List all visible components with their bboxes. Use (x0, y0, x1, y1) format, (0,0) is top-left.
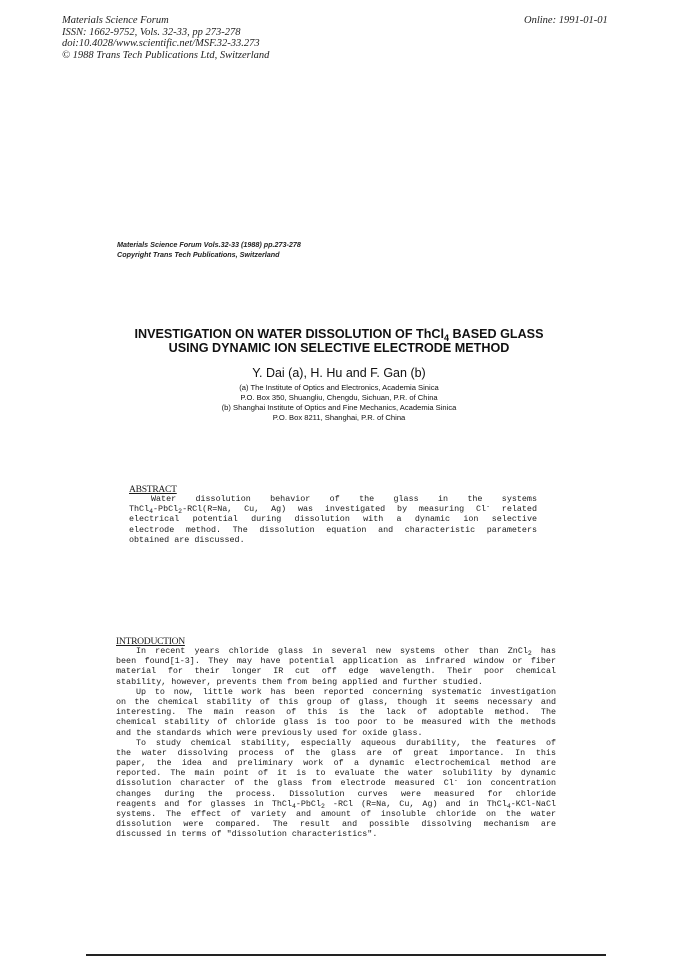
citation-block (117, 240, 301, 260)
text-run: has (531, 646, 556, 656)
text-run: related (489, 504, 537, 515)
text-line: been found[1-3]. They may have potential application as infrared window or fiber (116, 656, 556, 667)
subscript: 2 (527, 650, 532, 657)
affiliation-line: (a) The Institute of Optics and Electronics, Academia Sinica (239, 383, 439, 392)
text-line: on the chemical stability of this group of glass, though it seems necessary and (116, 696, 556, 707)
text-line: paper, the idea and preliminary work of a dynamic electrochemical method are (116, 758, 556, 769)
publication-header (62, 15, 269, 61)
text-line: changes during the process. Dissolution curves were measured for chloride (116, 788, 556, 799)
text-line (129, 504, 537, 514)
superscript: - (453, 778, 458, 785)
text-line: To study chemical stability, especially aqueous durability, the features of (136, 737, 556, 748)
text-line: electrical potential during dissolution with a dynamic ion selective (129, 514, 537, 525)
text-line: systems. The effect of variety and amount of insoluble chloride on the water (116, 809, 556, 819)
superscript: - (486, 504, 490, 511)
introduction-body (116, 646, 556, 840)
title-line-1 (100, 327, 578, 341)
text-run: -RCl (R=Na, Cu, Ag) and in ThCl (324, 798, 507, 809)
paper-title (100, 327, 578, 355)
text-line: Up to now, little work has been reported concerning systematic investigation (136, 686, 556, 697)
text-line: chemical stability of chloride glass is too poor to be measured with the methods (116, 717, 556, 728)
title-subscript: 4 (444, 333, 450, 343)
affiliation-line: (b) Shanghai Institute of Optics and Fine Mechanics, Academia Sinica (221, 403, 457, 412)
doi-line: doi:10.4028/www.scientific.net/MSF.32-33.273 (62, 38, 260, 50)
issn-line: ISSN: 1662-9752, Vols. 32-33, pp 273-278 (62, 26, 241, 38)
text-line: dissolution were compared. The result and possible dissolving mechanism are (116, 819, 556, 830)
text-line: and the standards which were previously used for oxide glass. (116, 727, 423, 738)
text-line (116, 646, 556, 656)
citation-line-1: Materials Science Forum Vols.32-33 (1988) pp.273-278 (117, 240, 301, 249)
journal-name: Materials Science Forum (62, 15, 169, 26)
text-line: material for their longer IR cut off edge wavelength. Their poor chemical (116, 666, 556, 677)
text-run: -RCl(R=Na, Cu, Ag) was investigated by measuring Cl (182, 504, 487, 515)
text-run: -PbCl (153, 504, 179, 515)
online-date: Online: 1991-01-01 (524, 15, 608, 26)
subscript: 2 (320, 802, 325, 809)
author-list: Y. Dai (a), H. Hu and F. Gan (b) (252, 366, 426, 380)
citation-line-2: Copyright Trans Tech Publications, Switzerland (117, 250, 280, 259)
abstract-heading: ABSTRACT (129, 484, 177, 495)
text-line: discussed in terms of "dissolution characteristics". (116, 829, 378, 840)
text-run: dissolution character of the glass from electrode measured Cl (116, 778, 454, 789)
title-text: BASED GLASS (449, 327, 544, 341)
text-line: reported. The main point of it is to evaluate the water solubility by dynamic (116, 768, 556, 779)
text-line (116, 799, 556, 809)
affiliation-line: P.O. Box 350, Shuangliu, Chengdu, Sichuan, P.R. of China (240, 393, 438, 402)
text-run: reagents and for glasses in ThCl (116, 798, 292, 809)
title-text: INVESTIGATION ON WATER DISSOLUTION OF ThCl (134, 327, 444, 341)
text-line: obtained are discussed. (129, 534, 245, 545)
text-run: -KCl-NaCl (510, 798, 556, 809)
text-line: stability, however, prevents them from being applied and further studied. (116, 676, 483, 687)
subscript: 4 (149, 508, 154, 515)
affiliation-line: P.O. Box 8211, Shanghai, P.R. of China (272, 413, 406, 422)
page-bottom-rule (86, 954, 606, 956)
text-line: interesting. The main reason of this is the lack of adoptable method. The (116, 707, 556, 718)
subscript: 4 (506, 802, 511, 809)
text-line: the water dissolving process of the glass are of great importance. In this (116, 747, 556, 758)
copyright-line: © 1988 Trans Tech Publications Ltd, Switzerland (62, 49, 270, 61)
text-line (116, 778, 556, 788)
abstract-body (129, 494, 537, 545)
subscript: 2 (178, 508, 183, 515)
text-run: In recent years chloride glass in several new systems other than ZnCl (136, 646, 528, 656)
text-run: -PbCl (295, 798, 321, 809)
text-line: electrode method. The dissolution equation and characteristic parameters (129, 524, 537, 535)
title-line-2: USING DYNAMIC ION SELECTIVE ELECTRODE METHOD (168, 341, 510, 355)
subscript: 4 (291, 802, 296, 809)
text-run: ThCl (129, 504, 150, 515)
introduction-heading: INTRODUCTION (116, 636, 185, 647)
text-line: Water dissolution behavior of the glass in the systems (151, 494, 537, 504)
affiliations (100, 383, 578, 423)
text-run: ion concentration (457, 778, 556, 789)
